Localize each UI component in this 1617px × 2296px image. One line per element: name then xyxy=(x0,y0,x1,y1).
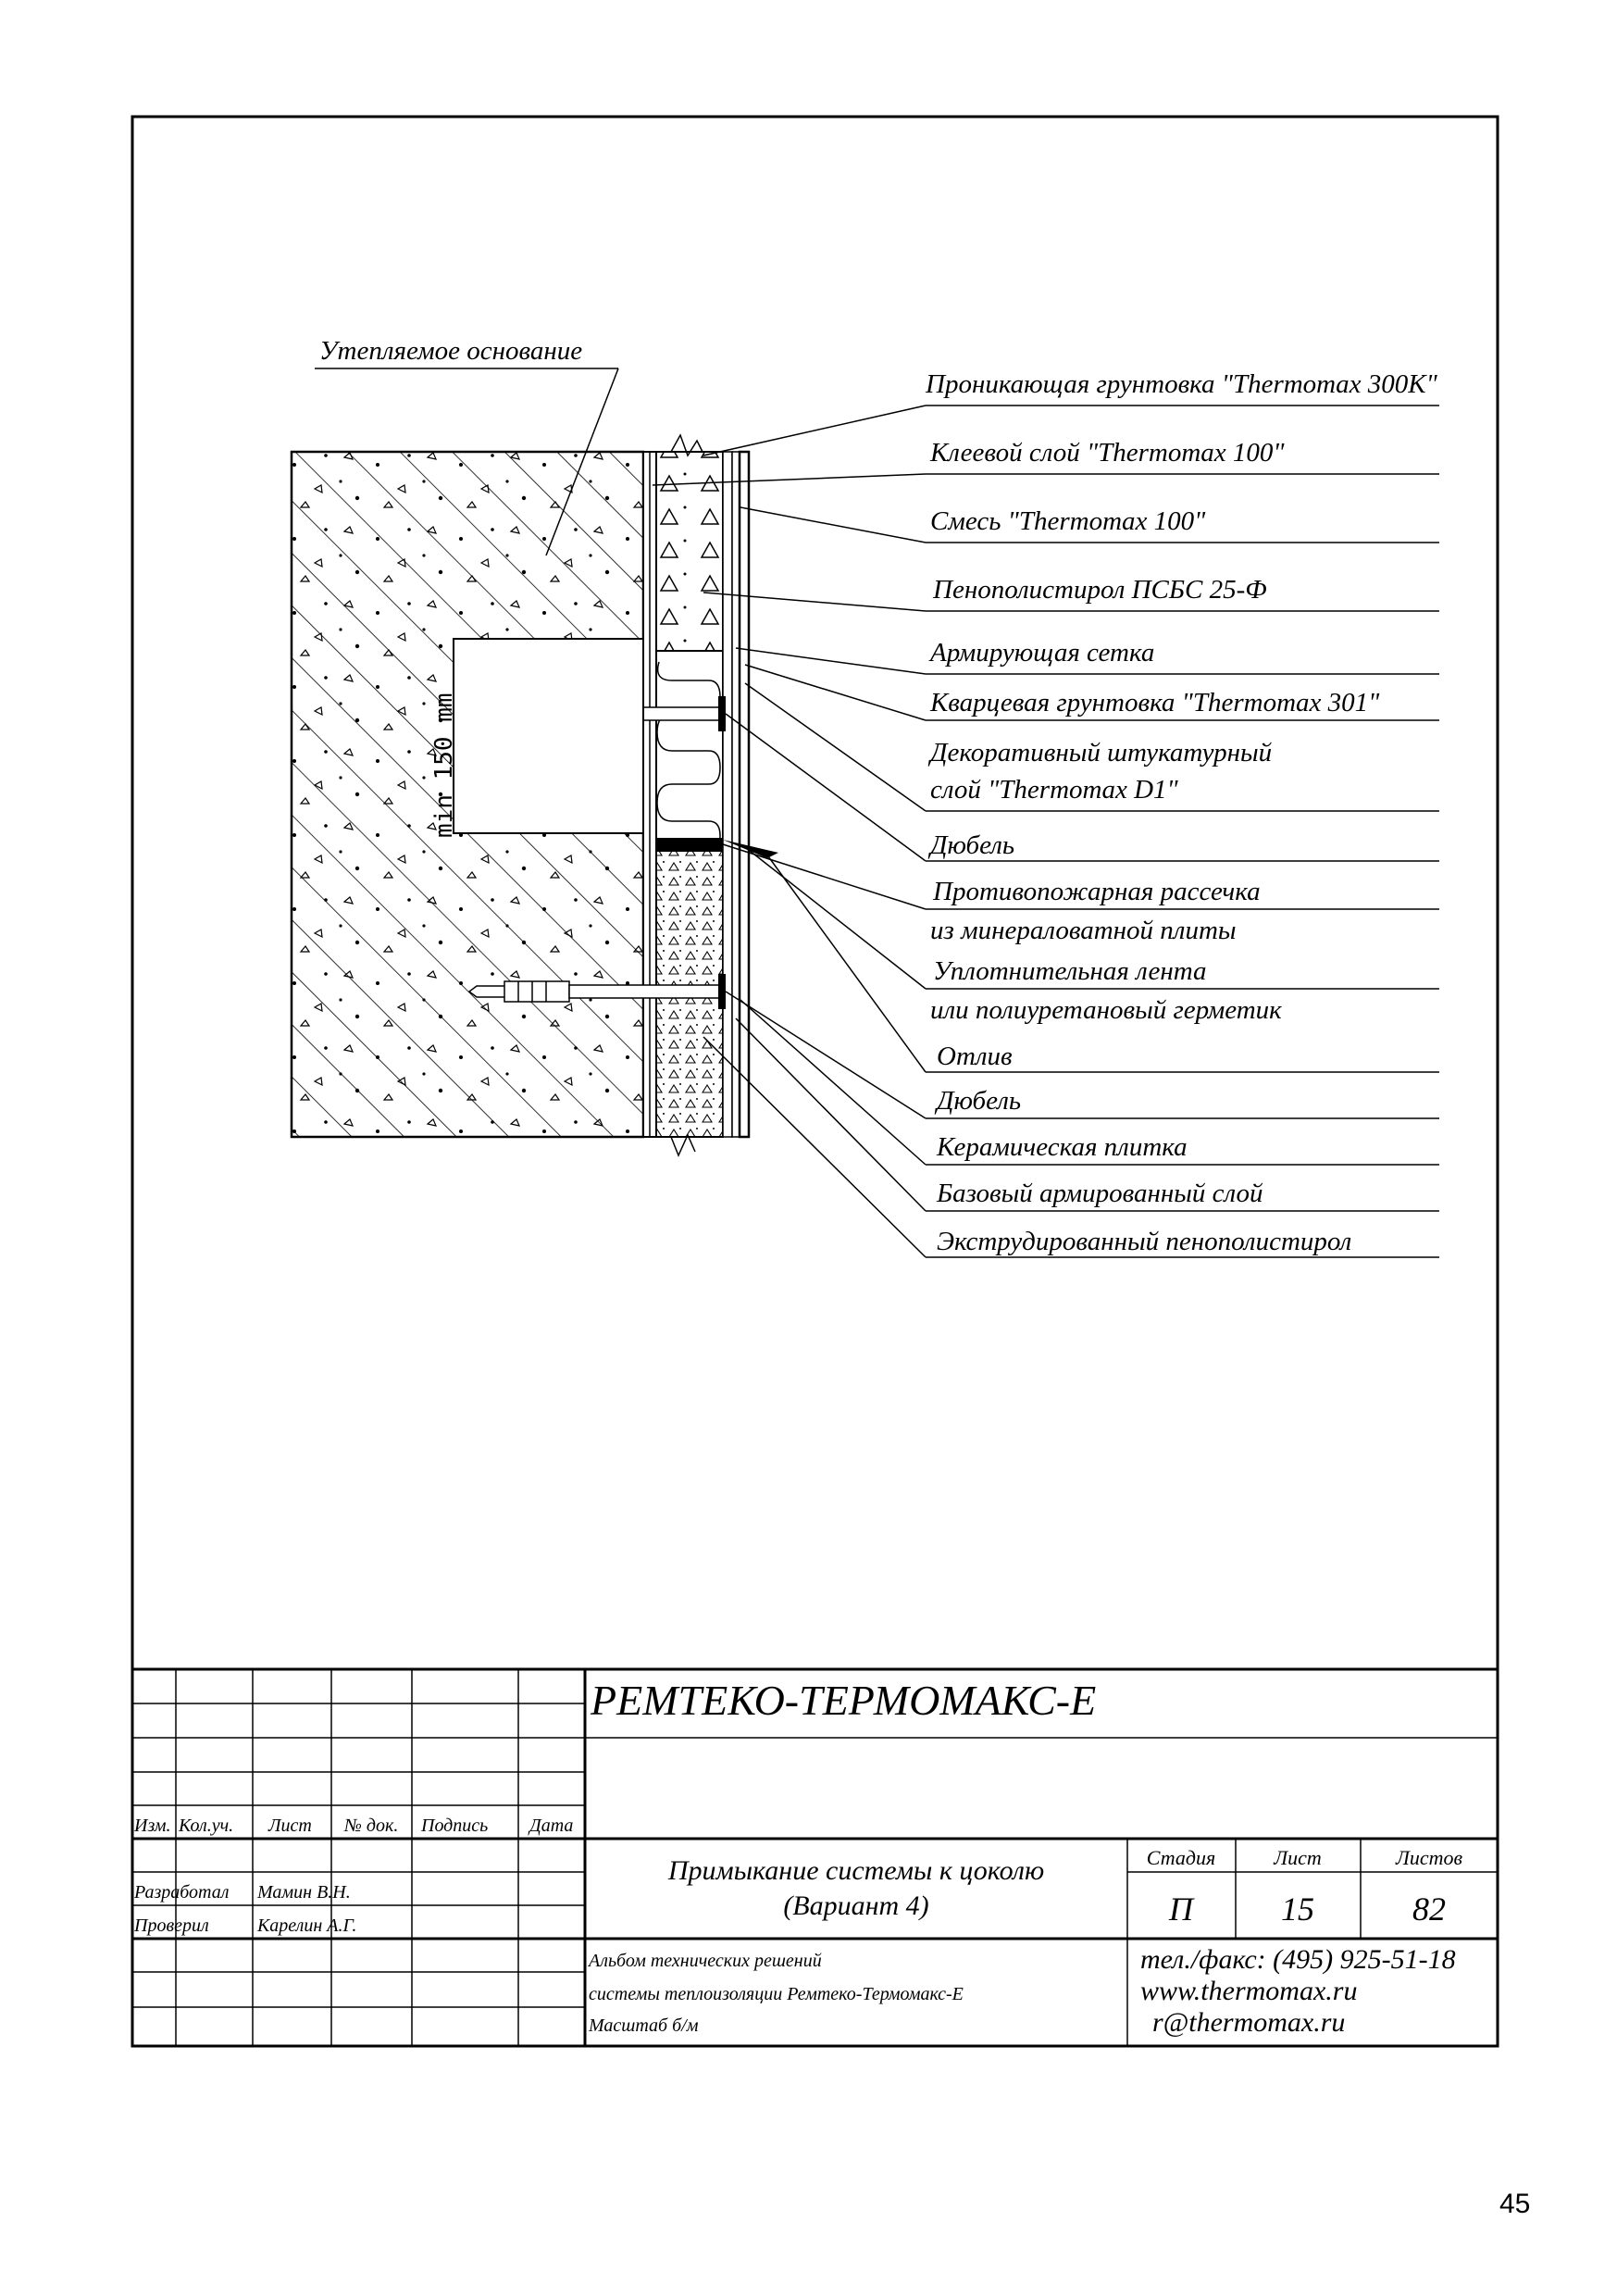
callout-dowel-2: Дюбель xyxy=(937,1086,1022,1116)
dimension-label: min 150 mm xyxy=(430,693,458,838)
callout-base-reinforced: Базовый армированный слой xyxy=(937,1179,1263,1208)
sheet-value: 15 xyxy=(1281,1890,1314,1928)
role-developed: Разработал xyxy=(134,1882,230,1903)
name-developed: Мамин В.Н. xyxy=(257,1882,351,1903)
callout-mix-100: Смесь "Thermomax 100" xyxy=(930,506,1206,536)
stage-value: П xyxy=(1169,1890,1193,1928)
sheet-label: Лист xyxy=(1274,1846,1322,1869)
callout-quartz-primer: Кварцевая грунтовка "Thermomax 301" xyxy=(930,688,1380,718)
album-line2: системы теплоизоляции Ремтеко-Термомакс-Е xyxy=(589,1984,964,2004)
contact-web: www.thermomax.ru xyxy=(1140,1976,1358,2006)
sheet-title-line2: (Вариант 4) xyxy=(783,1890,929,1921)
role-checked: Проверил xyxy=(134,1915,209,1936)
sheets-value: 82 xyxy=(1412,1890,1446,1928)
callout-decorative-1: Декоративный штукатурный xyxy=(930,738,1273,767)
fire-break xyxy=(656,838,723,851)
render-layers xyxy=(723,452,749,1137)
callout-firebreak-2: из минераловатной плиты xyxy=(930,916,1237,945)
sheet-title-line1: Примыкание системы к цоколю xyxy=(667,1855,1045,1886)
name-checked: Карелин А.Г. xyxy=(257,1915,357,1936)
callout-drip: Отлив xyxy=(937,1042,1013,1071)
header-doc-no: № док. xyxy=(344,1816,399,1836)
company-name: РЕМТЕКО-ТЕРМОМАКС-Е xyxy=(591,1677,1097,1724)
callout-mesh: Армирующая сетка xyxy=(930,638,1155,668)
break-mark-bottom xyxy=(671,1135,695,1155)
callout-primer-300k: Проникающая грунтовка "Thermomax 300K" xyxy=(926,369,1437,399)
callout-labels xyxy=(925,369,1438,1256)
callout-xps: Экструдированный пенополистирол xyxy=(937,1227,1352,1256)
title-block-headers xyxy=(133,1816,573,1836)
section-drawing xyxy=(292,435,778,1155)
callout-decorative-2: слой "Thermomax D1" xyxy=(930,775,1178,805)
base-label: Утепляемое основание xyxy=(319,336,583,366)
adhesive-strip xyxy=(643,452,656,1137)
callout-sealing-tape-2: или полиуретановый герметик xyxy=(930,995,1282,1025)
header-signature: Подпись xyxy=(421,1816,489,1836)
header-date: Дата xyxy=(529,1816,574,1836)
callout-dowel-1: Дюбель xyxy=(930,830,1015,860)
dimension-box xyxy=(454,639,643,833)
scale: Масштаб б/м xyxy=(589,2015,699,2036)
contact-phone: тел./факс: (495) 925-51-18 xyxy=(1140,1944,1456,1975)
callout-firebreak-1: Противопожарная рассечка xyxy=(933,877,1261,906)
header-list: Лист xyxy=(268,1816,312,1836)
callout-sealing-tape-1: Уплотнительная лента xyxy=(933,956,1207,986)
callout-adhesive-layer: Клеевой слой "Thermomax 100" xyxy=(930,438,1285,468)
contact-email: r@thermomax.ru xyxy=(1152,2007,1346,2038)
eps-board-upper xyxy=(656,452,723,651)
header-izm: Изм. xyxy=(134,1816,171,1836)
callout-eps-psbs: Пенополистирол ПСБС 25-Ф xyxy=(933,575,1267,605)
page-number: 45 xyxy=(1499,2189,1531,2219)
stage-label: Стадия xyxy=(1146,1846,1216,1869)
sheets-label: Листов xyxy=(1395,1846,1463,1869)
header-kol-uch: Кол.уч. xyxy=(179,1816,234,1836)
album-line1: Альбом технических решений xyxy=(589,1951,822,1971)
callout-ceramic-tile: Керамическая плитка xyxy=(937,1132,1188,1162)
